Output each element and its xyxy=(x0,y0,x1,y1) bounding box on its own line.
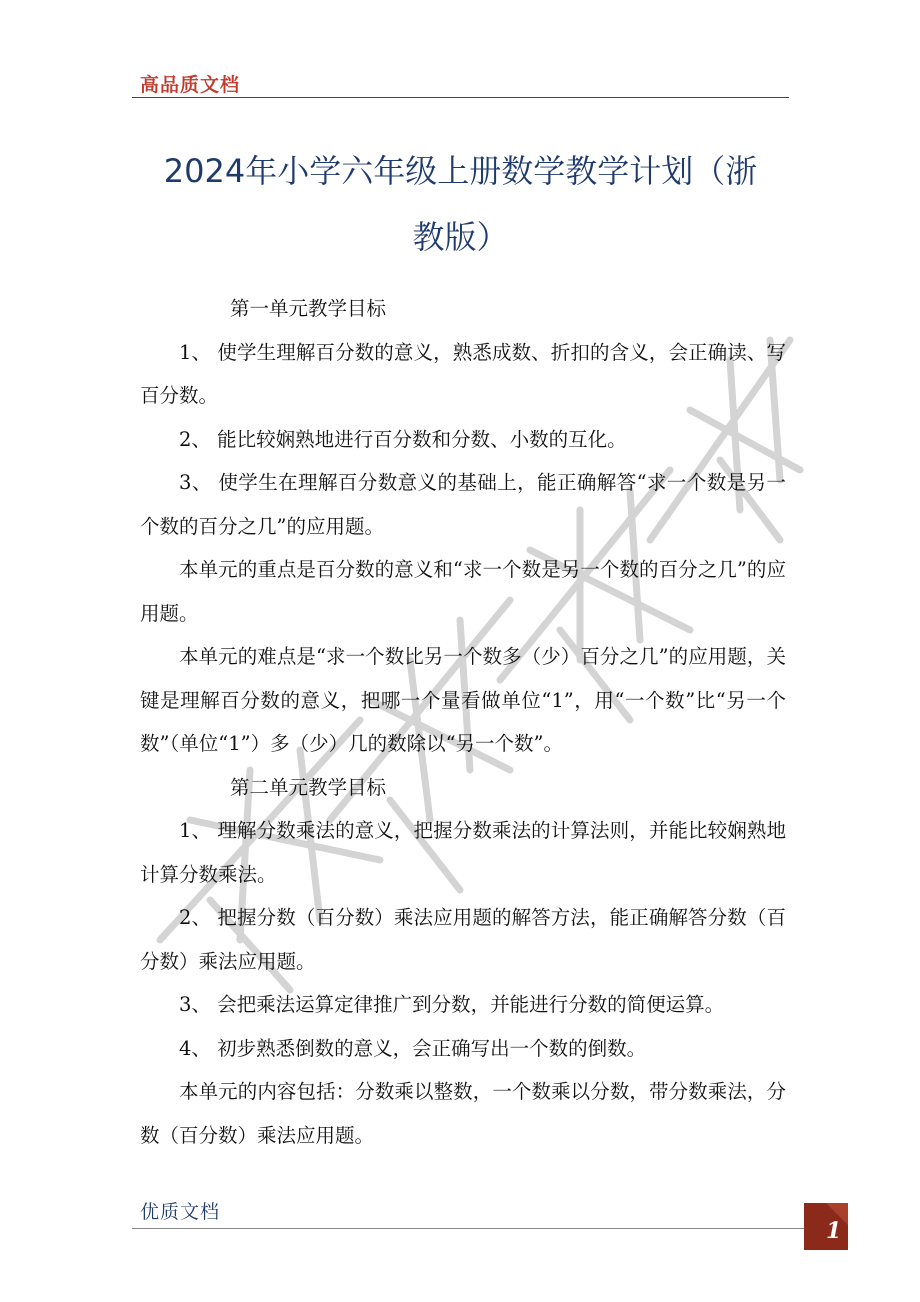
footer-label: 优质文档 xyxy=(140,1201,221,1223)
list-item: 1、 理解分数乘法的意义，把握分数乘法的计算法则，并能比较娴熟地计算分数乘法。 xyxy=(140,819,786,886)
title-line-1: 2024年小学六年级上册数学教学计划（浙 xyxy=(163,152,758,190)
list-item: 3、 会把乘法运算定律推广到分数，并能进行分数的简便运算。 xyxy=(179,993,725,1016)
list-item: 1、 使学生理解百分数的意义，熟悉成数、折扣的含义，会正确读、写百分数。 xyxy=(140,340,786,407)
paragraph: 本单元的难点是“求一个数比另一个数多（少）百分之几”的应用题，关键是理解百分数的意义，把哪一个量看做单位“1”，用“一个数”比“另一个数”（单位“1”）多（少）几的数除以“另一个数”。 xyxy=(140,645,786,755)
list-item: 2、 能比较娴熟地进行百分数和分数、小数的互化。 xyxy=(179,427,627,451)
section-heading: 第一单元教学目标 xyxy=(230,297,387,320)
list-item: 4、 初步熟悉倒数的意义，会正确写出一个数的倒数。 xyxy=(179,1036,647,1060)
list-item: 2、 把握分数（百分数）乘法应用题的解答方法，能正确解答分数（百分数）乘法应用题。 xyxy=(140,906,786,973)
document-body xyxy=(140,287,786,1157)
page-number: 1 xyxy=(826,1218,842,1244)
list-item: 3、 使学生在理解百分数意义的基础上，能正确解答“求一个数是另一个数的百分之几”的应用题。 xyxy=(140,471,786,538)
paragraph: 本单元的重点是百分数的意义和“求一个数是另一个数的百分之几”的应用题。 xyxy=(140,558,786,625)
footer-divider xyxy=(132,1228,812,1229)
document-title xyxy=(132,138,789,270)
paragraph: 本单元的内容包括：分数乘以整数，一个数乘以分数，带分数乘法，分数（百分数）乘法应用题。 xyxy=(140,1080,786,1147)
section-heading: 第二单元教学目标 xyxy=(230,775,387,799)
header-divider xyxy=(132,97,789,98)
title-line-2: 教版） xyxy=(412,218,509,256)
header-label: 高品质文档 xyxy=(140,74,241,96)
